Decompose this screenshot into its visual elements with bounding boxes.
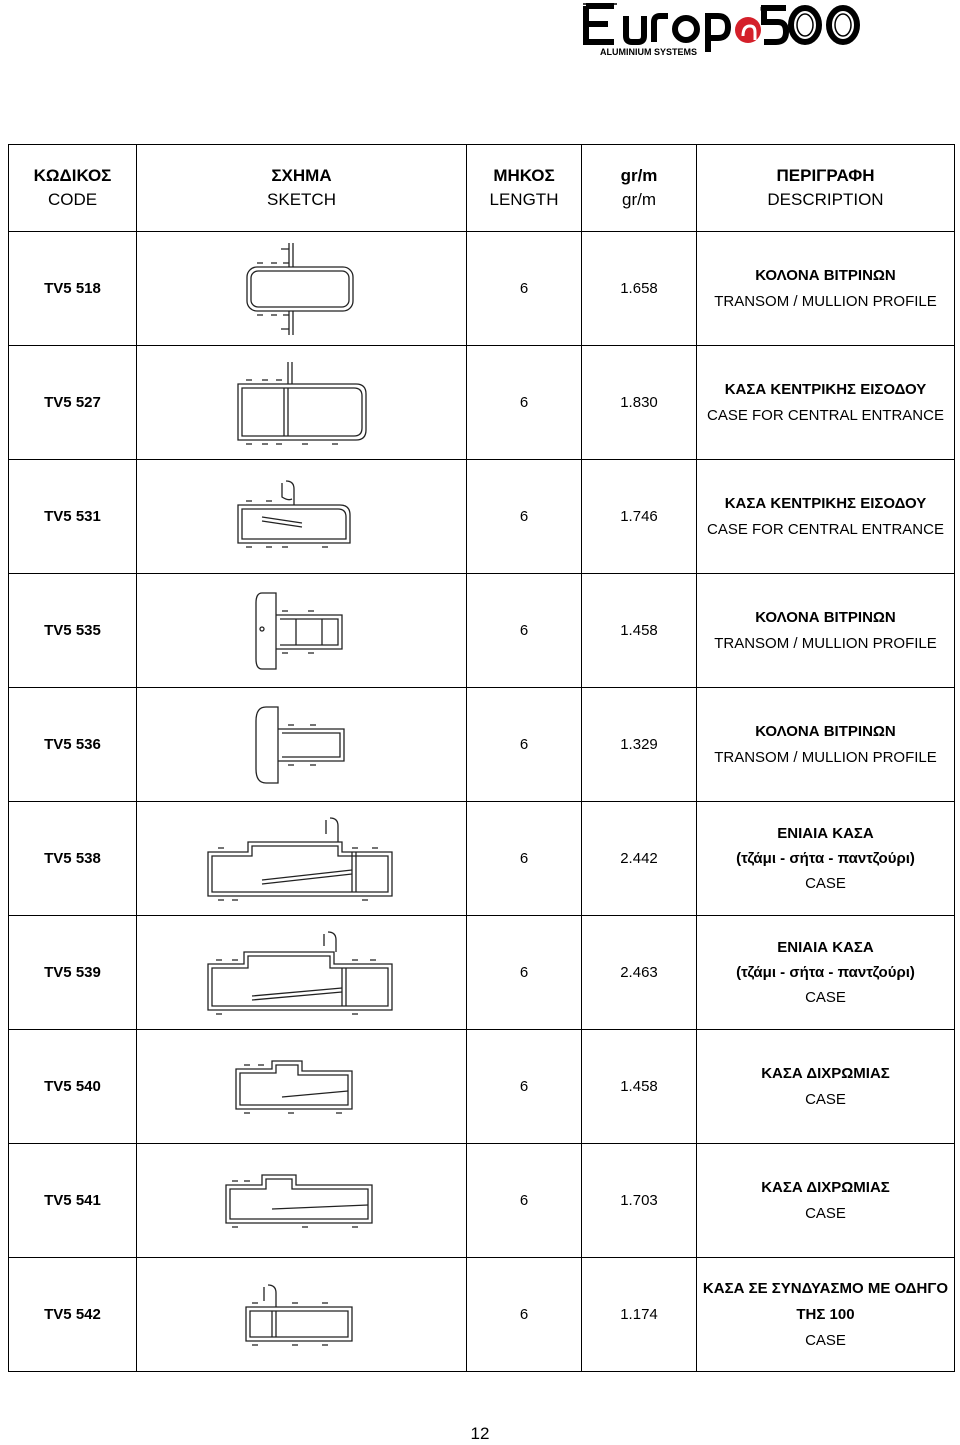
unified-case-a-icon (202, 816, 402, 902)
table-row (9, 346, 955, 460)
header-code: ΚΩΔΙΚΟΣ CODE (9, 145, 137, 232)
unified-case-b-icon (202, 930, 402, 1016)
registered-mark: ® (760, 4, 767, 14)
table-row (9, 1030, 955, 1144)
profile-description: ΚΟΛΟΝΑ ΒΙΤΡΙΝΩΝ TRANSOM / MULLION PROFILE (697, 232, 955, 346)
profile-description: ΚΑΣΑ ΚΕΝΤΡΙΚΗΣ ΕΙΣΟΔΟΥ CASE FOR CENTRAL ENTRANCE (697, 346, 955, 460)
entrance-case-b-icon (232, 479, 372, 555)
header-length: ΜΗΚΟΣ LENGTH (467, 145, 582, 232)
profile-length: 6 (467, 802, 582, 916)
profile-sketch (137, 916, 467, 1030)
profile-code: TV5 518 (9, 232, 137, 346)
profile-description: ΚΑΣΑ ΚΕΝΤΡΙΚΗΣ ΕΙΣΟΔΟΥ CASE FOR CENTRAL ENTRANCE (697, 460, 955, 574)
page-number: 12 (470, 1424, 490, 1443)
combined-case-icon (242, 1283, 362, 1347)
table-row (9, 460, 955, 574)
profile-description: ΚΑΣΑ ΣΕ ΣΥΝΔΥΑΣΜΟ ΜΕ ΟΔΗΓΟ ΤΗΣ 100 CASE (697, 1258, 955, 1372)
profile-sketch (137, 346, 467, 460)
logo-tagline: ALUMINIUM SYSTEMS (600, 47, 698, 57)
profile-length: 6 (467, 916, 582, 1030)
profile-code: TV5 535 (9, 574, 137, 688)
profile-sketch (137, 802, 467, 916)
table-row (9, 232, 955, 346)
profile-code: TV5 527 (9, 346, 137, 460)
profile-length: 6 (467, 1030, 582, 1144)
profile-length: 6 (467, 1144, 582, 1258)
profile-code: TV5 541 (9, 1144, 137, 1258)
profile-description: ΚΑΣΑ ΔΙΧΡΩΜΙΑΣ CASE (697, 1144, 955, 1258)
bicolor-case-a-icon (232, 1057, 372, 1117)
profile-weight: 2.463 (582, 916, 697, 1030)
table-row (9, 1258, 955, 1372)
table-row (9, 916, 955, 1030)
profile-length: 6 (467, 232, 582, 346)
profile-description: ΚΟΛΟΝΑ ΒΙΤΡΙΝΩΝ TRANSOM / MULLION PROFILE (697, 574, 955, 688)
profile-sketch (137, 232, 467, 346)
profile-description: ΚΑΣΑ ΔΙΧΡΩΜΙΑΣ CASE (697, 1030, 955, 1144)
profile-catalog-table (8, 144, 955, 1372)
profile-description: ΕΝΙΑΙΑ ΚΑΣΑ (τζάμι - σήτα - παντζούρι) CASE (697, 916, 955, 1030)
profile-code: TV5 542 (9, 1258, 137, 1372)
profile-sketch (137, 574, 467, 688)
profile-code: TV5 539 (9, 916, 137, 1030)
profile-sketch (137, 1144, 467, 1258)
profile-length: 6 (467, 1258, 582, 1372)
table-row (9, 802, 955, 916)
header-weight: gr/m gr/m (582, 145, 697, 232)
profile-sketch (137, 1258, 467, 1372)
profile-length: 6 (467, 688, 582, 802)
profile-weight: 1.458 (582, 574, 697, 688)
profile-code: TV5 540 (9, 1030, 137, 1144)
europa-500-logo (580, 2, 870, 58)
profile-description: ΕΝΙΑΙΑ ΚΑΣΑ (τζάμι - σήτα - παντζούρι) CASE (697, 802, 955, 916)
profile-weight: 1.746 (582, 460, 697, 574)
mullion-profile-b-icon (252, 589, 352, 673)
profile-description: ΚΟΛΟΝΑ ΒΙΤΡΙΝΩΝ TRANSOM / MULLION PROFILE (697, 688, 955, 802)
profile-weight: 1.329 (582, 688, 697, 802)
bicolor-case-b-icon (222, 1169, 382, 1233)
profile-weight: 1.458 (582, 1030, 697, 1144)
mullion-profile-c-icon (252, 703, 352, 787)
header-description: ΠΕΡΙΓΡΑΦΗ DESCRIPTION (697, 145, 955, 232)
profile-weight: 1.703 (582, 1144, 697, 1258)
profile-sketch (137, 1030, 467, 1144)
profile-code: TV5 536 (9, 688, 137, 802)
profile-length: 6 (467, 574, 582, 688)
table-row (9, 574, 955, 688)
profile-weight: 2.442 (582, 802, 697, 916)
profile-weight: 1.830 (582, 346, 697, 460)
profile-code: TV5 531 (9, 460, 137, 574)
header-sketch: ΣΧΗΜΑ SKETCH (137, 145, 467, 232)
profile-sketch (137, 688, 467, 802)
table-header-row (9, 145, 955, 232)
profile-weight: 1.658 (582, 232, 697, 346)
mullion-profile-a-icon (237, 241, 367, 337)
table-row (9, 688, 955, 802)
profile-code: TV5 538 (9, 802, 137, 916)
profile-length: 6 (467, 346, 582, 460)
table-row (9, 1144, 955, 1258)
profile-length: 6 (467, 460, 582, 574)
profile-sketch (137, 460, 467, 574)
entrance-case-a-icon (232, 358, 372, 448)
profile-weight: 1.174 (582, 1258, 697, 1372)
